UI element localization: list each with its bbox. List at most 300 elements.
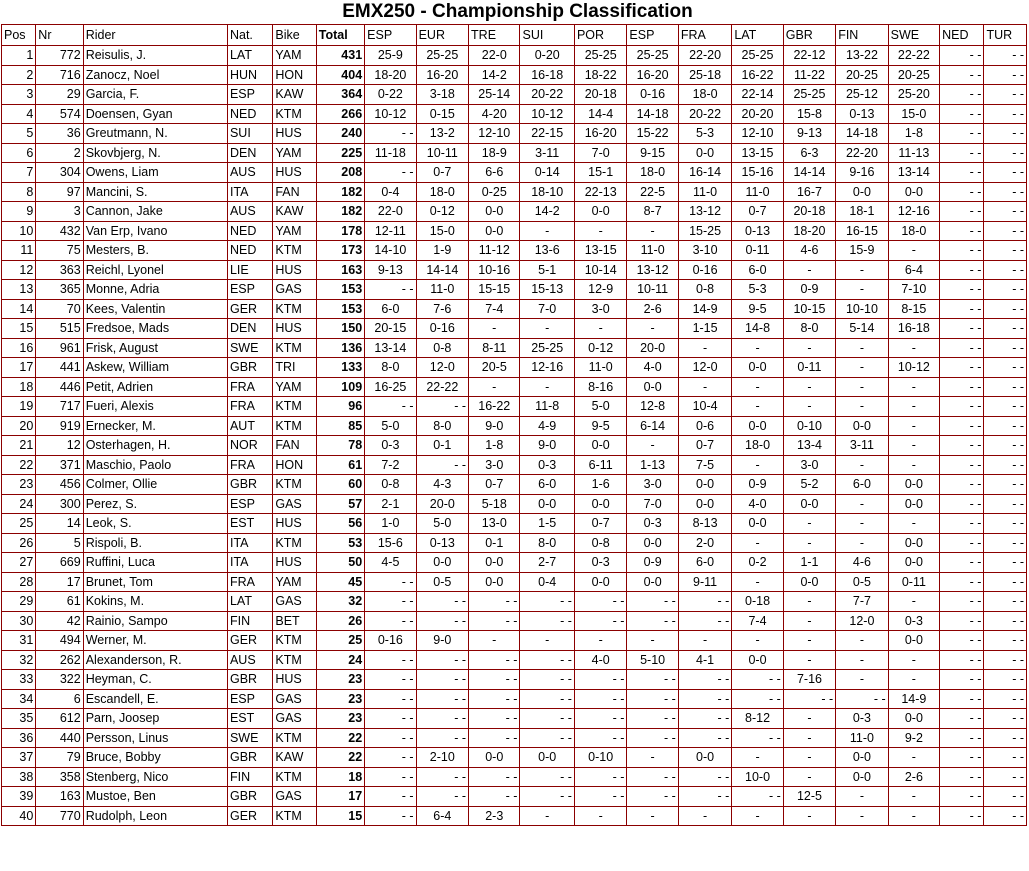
table-cell: 35	[2, 709, 36, 729]
table-cell: -	[469, 631, 520, 651]
table-row	[2, 260, 1027, 280]
table-cell: AUT	[227, 416, 272, 436]
table-cell: 10-4	[678, 397, 731, 417]
table-cell: 0-14	[520, 163, 574, 183]
table-cell: 70	[36, 299, 83, 319]
table-cell: 0-3	[574, 553, 626, 573]
table-cell: 262	[36, 650, 83, 670]
table-cell: 5-0	[416, 514, 468, 534]
table-cell: - -	[574, 728, 626, 748]
round-header-9: SUI	[520, 25, 574, 46]
table-cell: -	[888, 416, 939, 436]
table-cell: DEN	[227, 319, 272, 339]
table-cell: 16-20	[574, 124, 626, 144]
table-cell: -	[783, 611, 835, 631]
table-cell: Cannon, Jake	[83, 202, 227, 222]
table-cell: - -	[940, 592, 984, 612]
table-row	[2, 104, 1027, 124]
table-cell: - -	[984, 260, 1027, 280]
table-cell: Rainio, Sampo	[83, 611, 227, 631]
table-cell: - -	[627, 670, 678, 690]
table-cell: 3-0	[469, 455, 520, 475]
table-cell: 1	[2, 46, 36, 66]
table-cell: 0-11	[888, 572, 939, 592]
table-cell: 7-5	[678, 455, 731, 475]
table-cell: - -	[365, 611, 416, 631]
table-cell: - -	[984, 221, 1027, 241]
table-cell: -	[888, 592, 939, 612]
table-row	[2, 436, 1027, 456]
table-cell: 0-16	[365, 631, 416, 651]
table-cell: 13	[2, 280, 36, 300]
round-header-7: EUR	[416, 25, 468, 46]
table-cell: 7-16	[783, 670, 835, 690]
table-cell: 109	[316, 377, 364, 397]
table-cell: 20-20	[732, 104, 783, 124]
table-cell: Alexanderson, R.	[83, 650, 227, 670]
table-cell: 5-18	[469, 494, 520, 514]
table-cell: KTM	[273, 338, 316, 358]
table-cell: 0-3	[365, 436, 416, 456]
table-cell: Greutmann, N.	[83, 124, 227, 144]
table-cell: -	[732, 397, 783, 417]
table-row	[2, 143, 1027, 163]
table-cell: HUS	[273, 260, 316, 280]
table-cell: HON	[273, 65, 316, 85]
table-cell: - -	[365, 767, 416, 787]
table-cell: 18-0	[627, 163, 678, 183]
table-cell: - -	[984, 436, 1027, 456]
table-cell: 0-13	[732, 221, 783, 241]
table-cell: NED	[227, 241, 272, 261]
table-cell: ITA	[227, 533, 272, 553]
table-cell: - -	[940, 163, 984, 183]
round-header-18: TUR	[984, 25, 1027, 46]
table-cell: 56	[316, 514, 364, 534]
table-cell: - -	[416, 670, 468, 690]
table-cell: 9-2	[888, 728, 939, 748]
table-cell: 456	[36, 475, 83, 495]
table-cell: 25-25	[574, 46, 626, 66]
table-cell: - -	[940, 299, 984, 319]
table-row	[2, 338, 1027, 358]
table-cell: 15-15	[469, 280, 520, 300]
table-cell: -	[732, 806, 783, 826]
table-cell: ESP	[227, 280, 272, 300]
table-cell: 10-14	[574, 260, 626, 280]
table-cell: -	[836, 455, 888, 475]
table-cell: 173	[316, 241, 364, 261]
table-cell: 20-0	[416, 494, 468, 514]
table-cell: Rudolph, Leon	[83, 806, 227, 826]
table-cell: 36	[2, 728, 36, 748]
table-cell: 11-18	[365, 143, 416, 163]
table-cell: 14-14	[783, 163, 835, 183]
table-cell: 10-16	[469, 260, 520, 280]
table-cell: 6-0	[365, 299, 416, 319]
table-cell: - -	[940, 631, 984, 651]
table-cell: FRA	[227, 572, 272, 592]
table-cell: - -	[469, 611, 520, 631]
table-cell: - -	[984, 377, 1027, 397]
table-cell: - -	[940, 455, 984, 475]
table-cell: 2-0	[678, 533, 731, 553]
table-cell: - -	[940, 514, 984, 534]
table-cell: 7-0	[520, 299, 574, 319]
table-cell: Maschio, Paolo	[83, 455, 227, 475]
table-cell: HUS	[273, 163, 316, 183]
table-cell: 18-20	[365, 65, 416, 85]
table-cell: 3-11	[520, 143, 574, 163]
table-cell: Escandell, E.	[83, 689, 227, 709]
table-cell: 18-22	[574, 65, 626, 85]
table-cell: 20-22	[678, 104, 731, 124]
table-cell: - -	[940, 767, 984, 787]
table-cell: 8-0	[783, 319, 835, 339]
table-cell: Owens, Liam	[83, 163, 227, 183]
table-cell: 38	[2, 767, 36, 787]
table-row	[2, 397, 1027, 417]
table-cell: 2-6	[627, 299, 678, 319]
table-cell: 14	[2, 299, 36, 319]
table-cell: -	[627, 748, 678, 768]
table-cell: 3-0	[627, 475, 678, 495]
table-cell: 20-18	[783, 202, 835, 222]
table-cell: - -	[416, 592, 468, 612]
table-cell: 0-12	[574, 338, 626, 358]
table-cell: 669	[36, 553, 83, 573]
table-cell: 9-16	[836, 163, 888, 183]
table-cell: GER	[227, 806, 272, 826]
table-cell: 11	[2, 241, 36, 261]
table-cell: -	[732, 572, 783, 592]
table-row	[2, 611, 1027, 631]
table-cell: 1-6	[574, 475, 626, 495]
table-cell: 0-3	[836, 709, 888, 729]
table-cell: 20-0	[627, 338, 678, 358]
table-cell: 0-0	[888, 533, 939, 553]
table-cell: 6	[36, 689, 83, 709]
table-cell: 6-3	[783, 143, 835, 163]
table-cell: BET	[273, 611, 316, 631]
table-cell: - -	[984, 689, 1027, 709]
table-cell: 3-18	[416, 85, 468, 105]
table-cell: 6-0	[836, 475, 888, 495]
table-cell: 18	[2, 377, 36, 397]
round-header-14: GBR	[783, 25, 835, 46]
table-cell: - -	[984, 455, 1027, 475]
table-cell: - -	[940, 728, 984, 748]
table-cell: 0-0	[836, 416, 888, 436]
table-row	[2, 221, 1027, 241]
table-cell: 7-6	[416, 299, 468, 319]
table-cell: - -	[940, 748, 984, 768]
table-cell: - -	[574, 767, 626, 787]
table-row	[2, 280, 1027, 300]
table-cell: 1-8	[469, 436, 520, 456]
table-cell: KTM	[273, 533, 316, 553]
table-cell: - -	[984, 572, 1027, 592]
table-cell: - -	[469, 767, 520, 787]
table-cell: 22	[316, 748, 364, 768]
table-cell: 13-6	[520, 241, 574, 261]
table-cell: 13-15	[732, 143, 783, 163]
table-cell: 153	[316, 280, 364, 300]
table-cell: Doensen, Gyan	[83, 104, 227, 124]
table-cell: -	[520, 806, 574, 826]
table-row	[2, 202, 1027, 222]
table-row	[2, 572, 1027, 592]
table-cell: 0-0	[574, 572, 626, 592]
table-cell: 770	[36, 806, 83, 826]
table-cell: - -	[940, 709, 984, 729]
table-cell: - -	[940, 85, 984, 105]
table-cell: 4-0	[627, 358, 678, 378]
table-cell: Askew, William	[83, 358, 227, 378]
table-cell: 11-0	[627, 241, 678, 261]
table-cell: 10	[2, 221, 36, 241]
table-cell: - -	[416, 397, 468, 417]
table-cell: -	[836, 260, 888, 280]
table-cell: - -	[940, 338, 984, 358]
table-cell: KTM	[273, 767, 316, 787]
table-cell: 0-0	[416, 553, 468, 573]
table-cell: -	[574, 631, 626, 651]
table-cell: Osterhagen, H.	[83, 436, 227, 456]
table-cell: Parn, Joosep	[83, 709, 227, 729]
table-cell: 8-15	[888, 299, 939, 319]
table-cell: GBR	[227, 670, 272, 690]
table-row	[2, 65, 1027, 85]
table-row	[2, 241, 1027, 261]
table-cell: 0-1	[416, 436, 468, 456]
table-cell: 322	[36, 670, 83, 690]
table-cell: 9-0	[520, 436, 574, 456]
table-cell: 1-5	[520, 514, 574, 534]
table-cell: 363	[36, 260, 83, 280]
table-cell: 18-20	[783, 221, 835, 241]
table-cell: NED	[227, 221, 272, 241]
table-cell: 0-22	[365, 85, 416, 105]
table-cell: - -	[984, 46, 1027, 66]
table-cell: 14-2	[520, 202, 574, 222]
table-cell: - -	[940, 221, 984, 241]
table-cell: 364	[316, 85, 364, 105]
table-cell: 15-6	[365, 533, 416, 553]
table-cell: - -	[984, 338, 1027, 358]
table-cell: 9-13	[783, 124, 835, 144]
table-cell: 14-9	[678, 299, 731, 319]
table-cell: 22-12	[783, 46, 835, 66]
table-cell: - -	[574, 670, 626, 690]
table-cell: 4-20	[469, 104, 520, 124]
table-row	[2, 592, 1027, 612]
table-cell: - -	[678, 611, 731, 631]
table-cell: 494	[36, 631, 83, 651]
table-cell: 7-4	[732, 611, 783, 631]
table-cell: - -	[940, 358, 984, 378]
table-cell: 22-5	[627, 182, 678, 202]
table-cell: 30	[2, 611, 36, 631]
table-cell: 9-5	[732, 299, 783, 319]
table-cell: 612	[36, 709, 83, 729]
table-cell: - -	[940, 670, 984, 690]
table-cell: 36	[36, 124, 83, 144]
table-cell: 14-9	[888, 689, 939, 709]
table-cell: - -	[984, 319, 1027, 339]
table-cell: 574	[36, 104, 83, 124]
table-cell: 11-0	[574, 358, 626, 378]
table-cell: 8	[2, 182, 36, 202]
table-cell: 11-0	[678, 182, 731, 202]
table-cell: Monne, Adria	[83, 280, 227, 300]
table-cell: 1-15	[678, 319, 731, 339]
table-cell: - -	[520, 592, 574, 612]
table-cell: - -	[627, 728, 678, 748]
table-cell: - -	[469, 689, 520, 709]
table-cell: 31	[2, 631, 36, 651]
table-cell: 4-1	[678, 650, 731, 670]
table-cell: - -	[984, 241, 1027, 261]
table-cell: LAT	[227, 46, 272, 66]
table-cell: 12-16	[888, 202, 939, 222]
table-cell: Skovbjerg, N.	[83, 143, 227, 163]
table-cell: EST	[227, 514, 272, 534]
table-cell: HUS	[273, 670, 316, 690]
table-cell: 182	[316, 202, 364, 222]
table-cell: GBR	[227, 358, 272, 378]
table-cell: 37	[2, 748, 36, 768]
table-cell: - -	[940, 572, 984, 592]
table-cell: - -	[469, 728, 520, 748]
table-cell: 7-2	[365, 455, 416, 475]
table-cell: Stenberg, Nico	[83, 767, 227, 787]
table-cell: - -	[574, 689, 626, 709]
table-cell: - -	[940, 280, 984, 300]
table-cell: 0-6	[678, 416, 731, 436]
table-cell: - -	[678, 728, 731, 748]
table-cell: 14-2	[469, 65, 520, 85]
table-cell: -	[678, 377, 731, 397]
col-nat-header: Nat.	[227, 25, 272, 46]
table-cell: 15-0	[888, 104, 939, 124]
table-row	[2, 358, 1027, 378]
table-cell: 0-0	[520, 748, 574, 768]
table-cell: FIN	[227, 767, 272, 787]
table-cell: - -	[940, 104, 984, 124]
table-cell: 0-0	[678, 494, 731, 514]
table-cell: 0-18	[732, 592, 783, 612]
table-cell: LAT	[227, 592, 272, 612]
table-cell: 11-0	[732, 182, 783, 202]
table-cell: -	[574, 221, 626, 241]
table-cell: SWE	[227, 338, 272, 358]
table-cell: 20-25	[888, 65, 939, 85]
table-cell: HUS	[273, 124, 316, 144]
table-cell: 0-0	[627, 533, 678, 553]
table-cell: 0-0	[469, 572, 520, 592]
table-cell: 18-10	[520, 182, 574, 202]
col-nr-header: Nr	[36, 25, 83, 46]
table-cell: - -	[984, 163, 1027, 183]
table-cell: KTM	[273, 104, 316, 124]
table-cell: 15-16	[732, 163, 783, 183]
table-cell: 2-10	[416, 748, 468, 768]
round-header-17: NED	[940, 25, 984, 46]
table-cell: 61	[316, 455, 364, 475]
table-row	[2, 416, 1027, 436]
table-row	[2, 319, 1027, 339]
table-cell: 240	[316, 124, 364, 144]
table-cell: 0-7	[469, 475, 520, 495]
table-cell: 431	[316, 46, 364, 66]
table-cell: 0-13	[416, 533, 468, 553]
table-cell: 12-11	[365, 221, 416, 241]
table-cell: - -	[365, 689, 416, 709]
table-cell: 404	[316, 65, 364, 85]
table-cell: 0-0	[888, 494, 939, 514]
table-cell: Fredsoe, Mads	[83, 319, 227, 339]
table-row	[2, 728, 1027, 748]
table-cell: - -	[984, 104, 1027, 124]
table-cell: - -	[984, 631, 1027, 651]
table-cell: Garcia, F.	[83, 85, 227, 105]
table-cell: KTM	[273, 475, 316, 495]
table-cell: - -	[940, 494, 984, 514]
table-cell: - -	[984, 397, 1027, 417]
table-cell: -	[783, 709, 835, 729]
table-cell: -	[627, 631, 678, 651]
table-cell: 0-0	[836, 748, 888, 768]
table-cell: 304	[36, 163, 83, 183]
table-cell: 225	[316, 143, 364, 163]
table-cell: -	[836, 650, 888, 670]
table-cell: 25-25	[416, 46, 468, 66]
table-cell: 0-4	[365, 182, 416, 202]
table-cell: KTM	[273, 299, 316, 319]
table-cell: 9	[2, 202, 36, 222]
table-cell: - -	[416, 611, 468, 631]
table-cell: -	[732, 631, 783, 651]
table-cell: 12-10	[732, 124, 783, 144]
table-cell: -	[836, 787, 888, 807]
table-cell: 11-0	[836, 728, 888, 748]
table-cell: 6-4	[416, 806, 468, 826]
table-cell: -	[574, 319, 626, 339]
table-cell: HUS	[273, 553, 316, 573]
table-cell: 32	[2, 650, 36, 670]
table-cell: 17	[2, 358, 36, 378]
table-cell: 7-7	[836, 592, 888, 612]
table-cell: FRA	[227, 397, 272, 417]
table-cell: 9-0	[416, 631, 468, 651]
table-cell: 13-12	[678, 202, 731, 222]
table-cell: - -	[520, 689, 574, 709]
table-cell: EST	[227, 709, 272, 729]
table-cell: - -	[984, 299, 1027, 319]
table-cell: 2-3	[469, 806, 520, 826]
table-cell: - -	[940, 436, 984, 456]
table-cell: 0-0	[888, 709, 939, 729]
table-cell: 446	[36, 377, 83, 397]
table-cell: - -	[365, 124, 416, 144]
table-cell: 20	[2, 416, 36, 436]
table-cell: - -	[732, 728, 783, 748]
table-cell: 18-0	[732, 436, 783, 456]
table-cell: 0-10	[574, 748, 626, 768]
table-cell: Perez, S.	[83, 494, 227, 514]
table-cell: - -	[416, 767, 468, 787]
